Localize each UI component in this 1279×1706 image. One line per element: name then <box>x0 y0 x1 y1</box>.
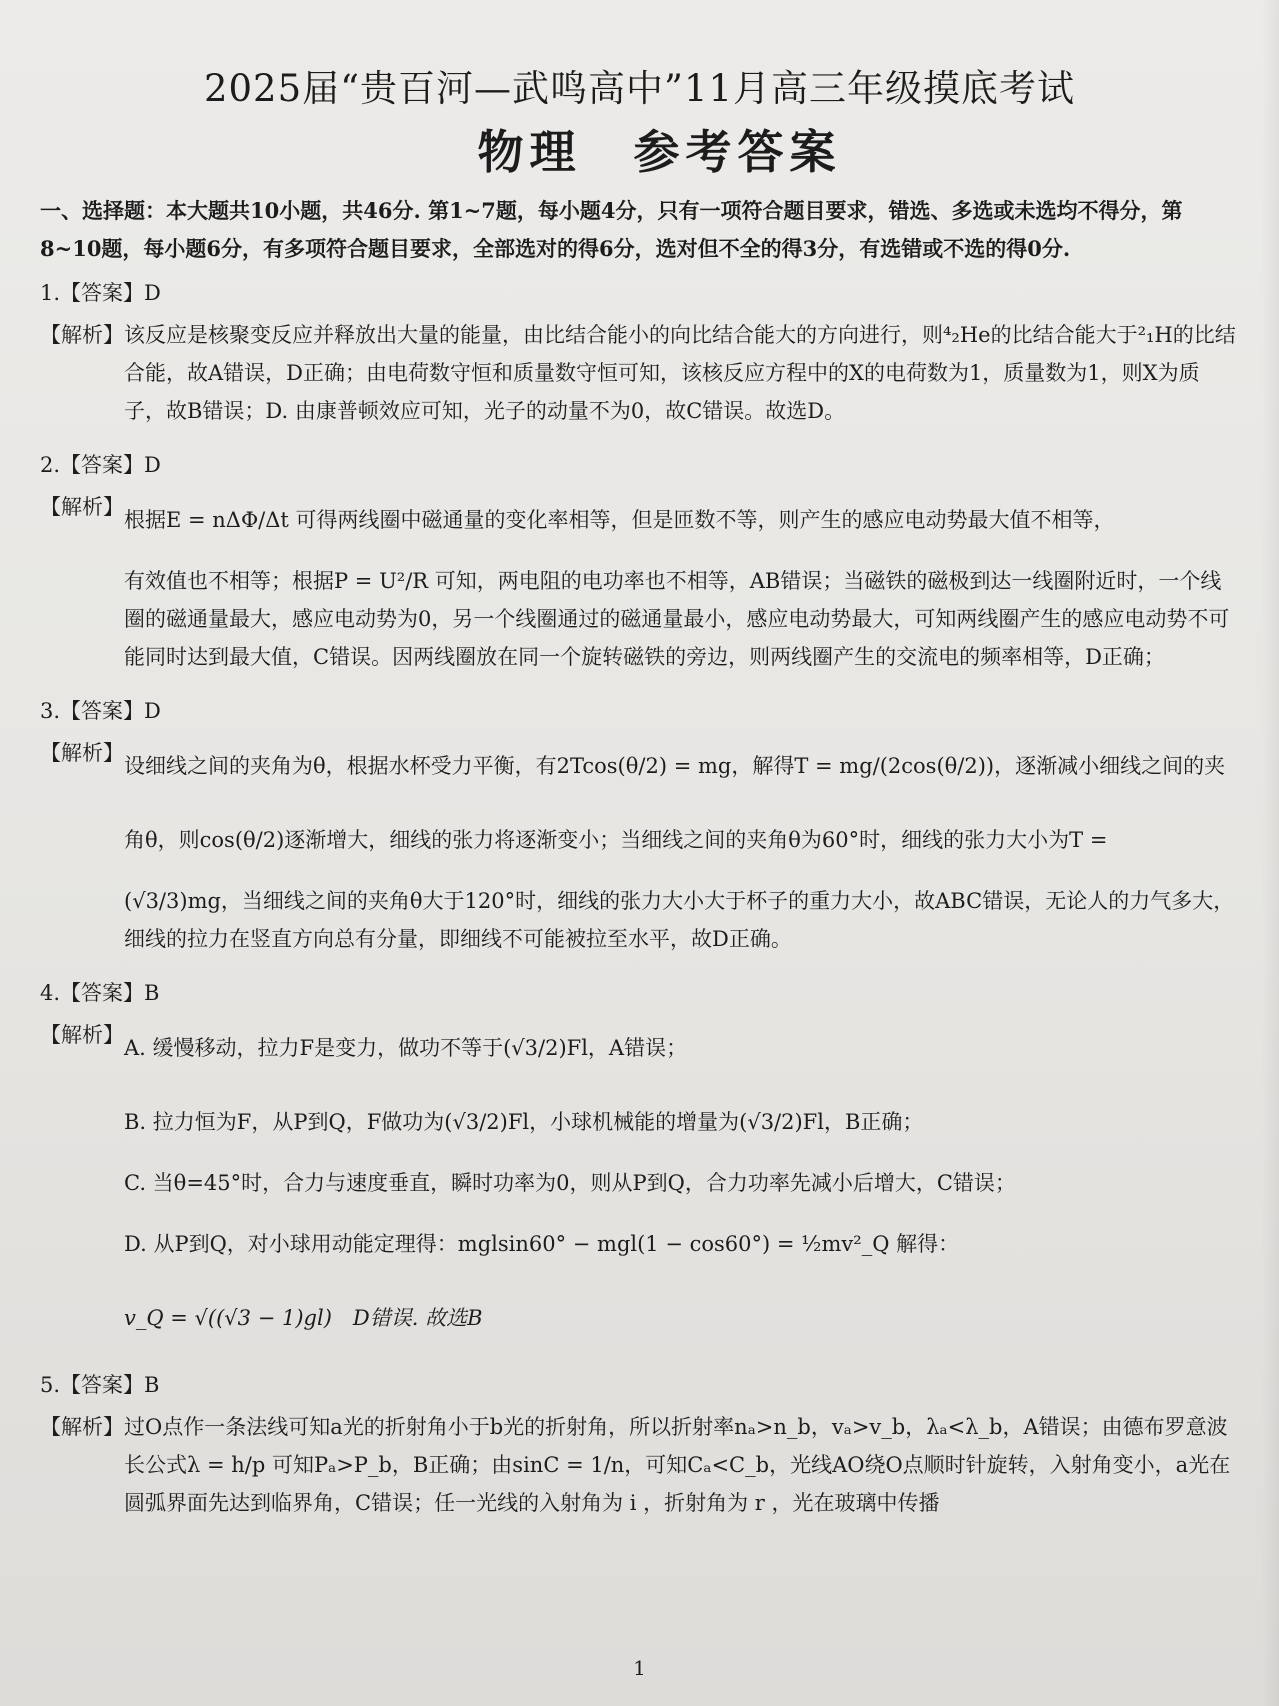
answer-heading-q2: 2.【答案】D <box>40 453 161 477</box>
section-heading: 一、选择题：本大题共10小题，共46分. 第1~7题，每小题4分，只有一项符合题目要求，错选、多选或未选均不得分，第8~10题，每小题6分，有多项符合题目要求，全部选对的得6分，选对但不全的得3分，有选错或不选的得0分. <box>40 198 1183 261</box>
scan-shadow <box>1261 0 1279 1706</box>
analysis-text: (√3/3)mg，当细线之间的夹角θ大于120°时，细线的张力大小大于杯子的重力大小，故ABC错误，无论人的力气多大，细线的拉力在竖直方向总有分量，即细线不可能被拉至水平，故D正确。 <box>124 889 1235 951</box>
answer-heading-q5: 5.【答案】B <box>40 1373 160 1397</box>
analysis-label: 【解析】 <box>40 495 124 519</box>
analysis-formula: v_Q = √((√3 − 1)gl) D错误. 故选B <box>124 1306 483 1330</box>
analysis-text: 过O点作一条法线可知a光的折射角小于b光的折射角，所以折射率nₐ>n_b，vₐ>v_b，λₐ<λ_b，A错误；由德布罗意波长公式λ = h/p 可知Pₐ>P_b，B正确；由sinC = 1/n，可知Cₐ<C_b，光线AO绕O点顺时针旋转，入射角变小，a光在圆弧界面先达到临界角，C错误；任一光线的入射角为 i ，折射角为 r ，光在玻璃中传播 <box>124 1415 1231 1515</box>
analysis-text: A. 缓慢移动，拉力F是变力，做功不等于(√3/2)Fl，A错误； <box>124 1036 688 1060</box>
analysis-q1 <box>40 316 1239 440</box>
analysis-q4 <box>40 1016 1239 1360</box>
analysis-label: 【解析】 <box>40 741 124 765</box>
analysis-text: D. 从P到Q，对小球用动能定理得：mglsin60° − mgl(1 − cos60°) = ½mv²_Q 解得： <box>124 1232 960 1256</box>
analysis-label: 【解析】 <box>40 1023 124 1047</box>
analysis-text: 该反应是核聚变反应并释放出大量的能量，由比结合能小的向比结合能大的方向进行，则⁴₂He的比结合能大于²₁H的比结合能，故A错误，D正确；由电荷数守恒和质量数守恒可知，该核反应方程中的X的电荷数为1，质量数为1，则X为质子，故B错误；D. 由康普顿效应可知，光子的动量不为0，故C错误。故选D。 <box>124 323 1236 423</box>
answer-heading-q4: 4.【答案】B <box>40 981 160 1005</box>
analysis-text: B. 拉力恒为F，从P到Q，F做功为(√3/2)Fl，小球机械能的增量为(√3/2)Fl，B正确； <box>124 1110 924 1134</box>
page-number: 1 <box>633 1656 646 1680</box>
exam-subtitle: 物理 参考答案 <box>477 125 842 179</box>
analysis-label: 【解析】 <box>40 1415 124 1439</box>
analysis-text: 角θ，则cos(θ/2)逐渐增大，细线的张力将逐渐变小；当细线之间的夹角θ为60°时，细线的张力大小为T = <box>124 828 1108 852</box>
analysis-q3 <box>40 734 1239 968</box>
analysis-text: C. 当θ=45°时，合力与速度垂直，瞬时功率为0，则从P到Q，合力功率先减小后增大，C错误； <box>124 1171 1016 1195</box>
answer-heading-q3: 3.【答案】D <box>40 699 161 723</box>
analysis-text: 设细线之间的夹角为θ，根据水杯受力平衡，有2Tcos(θ/2) = mg，解得T = mg/(2cos(θ/2))，逐渐减小细线之间的夹 <box>124 754 1226 778</box>
answer-heading-q1: 1.【答案】D <box>40 281 161 305</box>
analysis-text: 根据E = nΔΦ/Δt 可得两线圈中磁通量的变化率相等，但是匝数不等，则产生的感应电动势最大值不相等， <box>124 508 1115 532</box>
analysis-label: 【解析】 <box>40 323 124 347</box>
exam-title: 2025届“贵百河—武鸣高中”11月高三年级摸底考试 <box>203 67 1076 110</box>
analysis-text: 有效值也不相等；根据P = U²/R 可知，两电阻的电功率也不相等，AB错误；当磁铁的磁极到达一线圈附近时，一个线圈的磁通量最大，感应电动势为0，另一个线圈通过的磁通量最小，感应电动势最大，可知两线圈产生的感应电动势不可能同时达到最大值，C错误。因两线圈放在同一个旋转磁铁的旁边，则两线圈产生的交流电的频率相等，D正确； <box>124 569 1230 669</box>
analysis-q5 <box>40 1408 1239 1532</box>
analysis-q2 <box>40 488 1239 686</box>
